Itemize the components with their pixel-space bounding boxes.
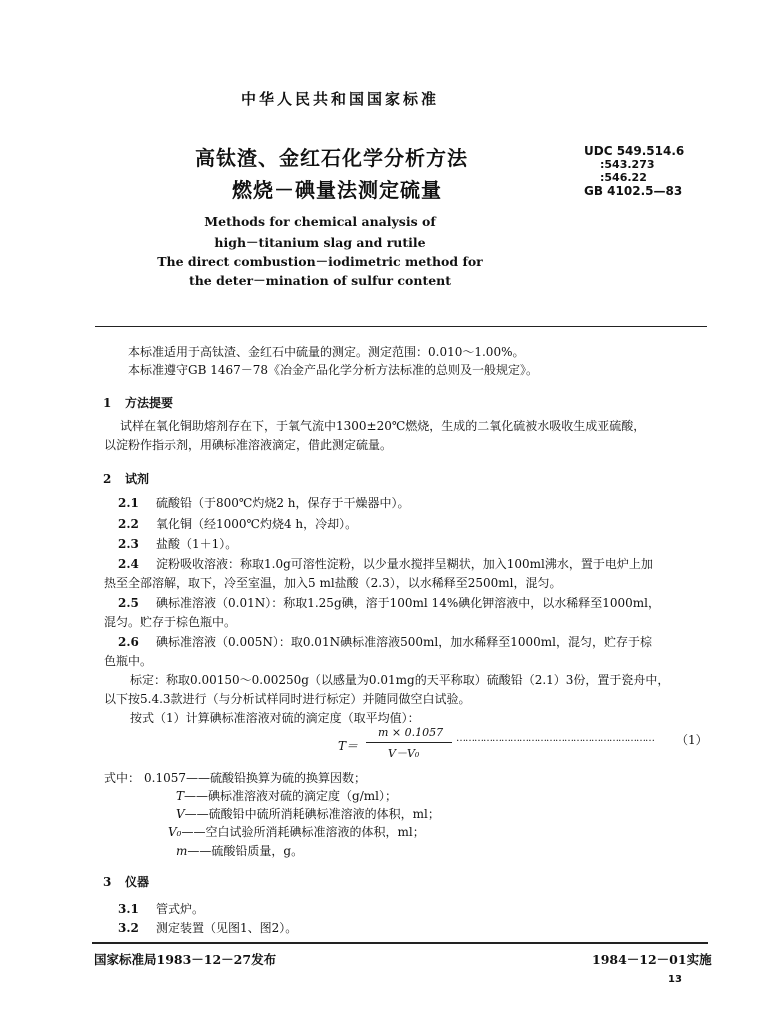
- item-text: 硫酸铅（于800℃灼烧2 h，保存于干燥器中）。: [156, 496, 410, 510]
- section-2-number: 2: [103, 472, 112, 486]
- item-number: 2.2: [118, 517, 139, 531]
- definition-symbol: m: [176, 844, 188, 858]
- section-1-para-line2: 以淀粉作指示剂，用碘标准溶液滴定，借此测定硫量。: [104, 438, 393, 452]
- item-text: 碘标准溶液（0.005N）：取0.01N碘标准溶液500ml，加水稀释至1000ml，混匀，贮存于棕: [156, 635, 652, 649]
- definition-row: [176, 787, 397, 804]
- item-2-4-continuation: 热至全部溶解，取下，冷至室温，加入5 ml盐酸（2.3），以水稀释至2500ml，混匀。: [104, 576, 562, 590]
- item-2-6-continuation: 色瓶中。: [104, 654, 153, 668]
- formula-leader-dots: …………………………………………………………: [456, 733, 654, 744]
- item-text: 测定装置（见图1、图2）。: [156, 921, 298, 935]
- formula-denominator: V－V₀: [388, 747, 420, 760]
- item-text: 管式炉。: [156, 902, 205, 916]
- definition-row: [176, 842, 303, 859]
- item-text: 氧化铜（经1000℃灼烧4 h，冷却）。: [156, 517, 358, 531]
- title-en-line1: Methods for chemical analysis of: [204, 214, 436, 229]
- definition-symbol: T: [176, 789, 185, 803]
- item-text: 碘标准溶液（0.01N）：称取1.25g碘，溶于100ml 14%碘化钾溶液中，以水稀释至1000ml，: [156, 596, 660, 610]
- calibration-line3: 按式（1）计算碘标准溶液对硫的滴定度（取平均值）：: [130, 711, 420, 725]
- title-en-line4: the deter－mination of sulfur content: [188, 273, 452, 288]
- issue-date: 国家标准局1983－12－27发布: [94, 952, 277, 967]
- footer-rule: [92, 942, 708, 944]
- effective-date: 1984－12－01实施: [592, 952, 712, 967]
- list-item: [118, 594, 660, 611]
- section-2-title: 试剂: [125, 472, 150, 486]
- intro-scope: 本标准适用于高钛渣、金红石中硫量的测定。测定范围：0.010～1.00%。: [128, 345, 525, 359]
- list-item: [118, 555, 653, 572]
- section-3-title: 仪器: [125, 875, 150, 889]
- intro-reference: 本标准遵守GB 1467－78《冶金产品化学分析方法标准的总则及一般规定》。: [128, 363, 539, 377]
- item-text: 淀粉吸收溶液：称取1.0g可溶性淀粉，以少量水搅拌呈糊状，加入100ml沸水，置于电炉上加: [156, 557, 653, 571]
- item-number: 3.1: [118, 902, 139, 916]
- definition-symbol: 0.1057: [144, 771, 186, 785]
- national-standard-label: 中华人民共和国国家标准: [240, 90, 439, 108]
- definition-row: [168, 823, 425, 840]
- title-en-line2: high－titanium slag and rutile: [214, 235, 426, 250]
- definition-row: [176, 805, 440, 822]
- list-item: [118, 494, 410, 511]
- calibration-line1: 标定：称取0.00150～0.00250g（以感量为0.01mg的天平称取）硫酸铅（2.1）3份，置于瓷舟中，: [130, 673, 670, 687]
- item-number: 2.3: [118, 537, 139, 551]
- udc-code-2: :543.273: [600, 158, 655, 171]
- item-number: 2.1: [118, 496, 139, 510]
- list-item: [118, 535, 237, 552]
- definition-text: ——空白试验所消耗碘标准溶液的体积，ml；: [181, 825, 425, 839]
- title-zh-line2: 燃烧－碘量法测定硫量: [232, 178, 442, 202]
- section-2-heading: [103, 470, 149, 487]
- list-item: [118, 633, 652, 650]
- definition-row: [144, 769, 366, 786]
- fraction-bar: [366, 742, 452, 743]
- section-3-heading: [103, 873, 149, 890]
- definition-text: ——硫酸铅中硫所消耗碘标准溶液的体积，ml；: [184, 807, 440, 821]
- section-1-heading: [103, 394, 173, 411]
- definition-text: ——碘标准溶液对硫的滴定度（g/ml）；: [184, 789, 397, 803]
- page-number: 13: [668, 974, 682, 985]
- definition-text: ——硫酸铅换算为硫的换算因数；: [186, 771, 367, 785]
- definition-text: ——硫酸铅质量，g。: [187, 844, 304, 858]
- title-en-line3: The direct combustion－iodimetric method for: [157, 254, 483, 269]
- gb-code: GB 4102.5—83: [584, 184, 683, 198]
- calibration-line2: 以下按5.4.3款进行（与分析试样同时进行标定）并随同做空白试验。: [104, 692, 471, 706]
- definition-symbol: V: [176, 807, 185, 821]
- definition-symbol: V₀: [168, 825, 182, 839]
- title-zh-line1: 高钛渣、金红石化学分析方法: [195, 146, 468, 170]
- list-item: [118, 919, 297, 936]
- formula-number: （1）: [676, 733, 708, 747]
- udc-code-3: :546.22: [600, 171, 647, 184]
- udc-code: UDC 549.514.6: [584, 144, 685, 158]
- list-item: [118, 900, 204, 917]
- item-text: 盐酸（1＋1）。: [156, 537, 238, 551]
- section-1-para-line1: 试样在氧化铜助熔剂存在下，于氧气流中1300±20℃燃烧，生成的二氧化硫被水吸收生成亚硫酸，: [120, 419, 646, 433]
- header-rule: [95, 326, 707, 327]
- section-1-number: 1: [103, 396, 112, 410]
- item-number: 2.4: [118, 557, 139, 571]
- item-number: 2.6: [118, 635, 139, 649]
- section-3-number: 3: [103, 875, 112, 889]
- formula-numerator: m × 0.1057: [378, 726, 444, 739]
- item-2-5-continuation: 混匀。贮存于棕色瓶中。: [104, 615, 237, 629]
- where-prefix: 式中：: [104, 771, 141, 785]
- list-item: [118, 515, 357, 532]
- section-1-title: 方法提要: [125, 396, 174, 410]
- formula-lhs: T＝: [338, 739, 359, 753]
- item-number: 2.5: [118, 596, 139, 610]
- item-number: 3.2: [118, 921, 139, 935]
